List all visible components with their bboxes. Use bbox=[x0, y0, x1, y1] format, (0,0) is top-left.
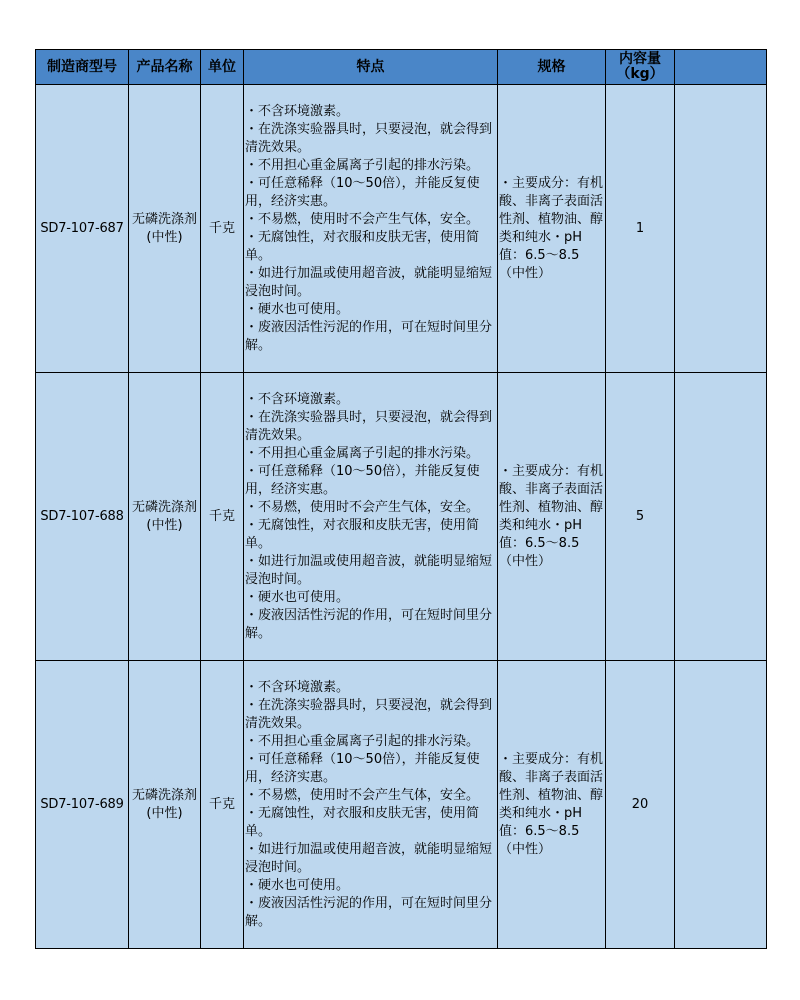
feature-item: ・废液因活性污泥的作用，可在短时间里分解。 bbox=[245, 895, 493, 929]
header-capacity-line2: （kg） bbox=[616, 66, 664, 82]
feature-item: ・如进行加温或使用超音波，就能明显缩短浸泡时间。 bbox=[245, 553, 493, 587]
feature-item: ・在洗涤实验器具时，只要浸泡，就会得到清洗效果。 bbox=[245, 409, 493, 443]
feature-item: ・在洗涤实验器具时，只要浸泡，就会得到清洗效果。 bbox=[245, 121, 493, 155]
feature-item: ・不含环境激素。 bbox=[245, 391, 350, 407]
feature-item: ・不用担心重金属离子引起的排水污染。 bbox=[245, 157, 480, 173]
feature-item: ・废液因活性污泥的作用，可在短时间里分解。 bbox=[245, 319, 493, 353]
feature-item: ・不易燃，使用时不会产生气体，安全。 bbox=[245, 211, 480, 227]
header-features: 特点 bbox=[244, 50, 498, 85]
cell-model: SD7-107-689 bbox=[36, 661, 129, 949]
feature-item: ・无腐蚀性，对衣服和皮肤无害，使用简单。 bbox=[245, 517, 480, 551]
header-name: 产品名称 bbox=[129, 50, 201, 85]
cell-spec: ・主要成分：有机酸、非离子表面活性剂、植物油、醇类和纯水・pH值：6.5～8.5（中性） bbox=[498, 85, 606, 373]
table-row bbox=[36, 85, 767, 373]
feature-item: ・如进行加温或使用超音波，就能明显缩短浸泡时间。 bbox=[245, 841, 493, 875]
cell-unit: 千克 bbox=[201, 373, 244, 661]
cell-capacity: 5 bbox=[606, 373, 675, 661]
feature-item: ・在洗涤实验器具时，只要浸泡，就会得到清洗效果。 bbox=[245, 697, 493, 731]
cell-spec: ・主要成分：有机酸、非离子表面活性剂、植物油、醇类和纯水・pH值：6.5～8.5（中性） bbox=[498, 661, 606, 949]
feature-item: ・不用担心重金属离子引起的排水污染。 bbox=[245, 445, 480, 461]
cell-model: SD7-107-688 bbox=[36, 373, 129, 661]
table-row bbox=[36, 373, 767, 661]
header-unit: 单位 bbox=[201, 50, 244, 85]
product-spec-table bbox=[35, 49, 767, 949]
feature-item: ・可任意稀释（10～50倍），并能反复使用，经济实惠。 bbox=[245, 751, 480, 785]
header-model: 制造商型号 bbox=[36, 50, 129, 85]
header-capacity-line1: 内容量 bbox=[619, 51, 661, 67]
feature-item: ・可任意稀释（10～50倍），并能反复使用，经济实惠。 bbox=[245, 175, 480, 209]
cell-name: 无磷洗涤剂(中性) bbox=[129, 373, 201, 661]
feature-item: ・不含环境激素。 bbox=[245, 679, 350, 695]
cell-features bbox=[244, 85, 498, 373]
feature-item: ・无腐蚀性，对衣服和皮肤无害，使用简单。 bbox=[245, 805, 480, 839]
feature-item: ・硬水也可使用。 bbox=[245, 877, 350, 893]
feature-item: ・无腐蚀性，对衣服和皮肤无害，使用简单。 bbox=[245, 229, 480, 263]
cell-capacity: 1 bbox=[606, 85, 675, 373]
cell-model: SD7-107-687 bbox=[36, 85, 129, 373]
cell-spec: ・主要成分：有机酸、非离子表面活性剂、植物油、醇类和纯水・pH值：6.5～8.5（中性） bbox=[498, 373, 606, 661]
cell-unit: 千克 bbox=[201, 661, 244, 949]
cell-name: 无磷洗涤剂(中性) bbox=[129, 85, 201, 373]
feature-item: ・硬水也可使用。 bbox=[245, 301, 350, 317]
table-row bbox=[36, 661, 767, 949]
cell-name: 无磷洗涤剂(中性) bbox=[129, 661, 201, 949]
feature-item: ・可任意稀释（10～50倍），并能反复使用，经济实惠。 bbox=[245, 463, 480, 497]
cell-capacity: 20 bbox=[606, 661, 675, 949]
feature-item: ・硬水也可使用。 bbox=[245, 589, 350, 605]
cell-features bbox=[244, 373, 498, 661]
header-extra bbox=[675, 50, 767, 85]
header-capacity bbox=[606, 50, 675, 85]
cell-unit: 千克 bbox=[201, 85, 244, 373]
feature-item: ・如进行加温或使用超音波，就能明显缩短浸泡时间。 bbox=[245, 265, 493, 299]
feature-item: ・不用担心重金属离子引起的排水污染。 bbox=[245, 733, 480, 749]
cell-extra bbox=[675, 661, 767, 949]
feature-item: ・不易燃，使用时不会产生气体，安全。 bbox=[245, 499, 480, 515]
header-row bbox=[36, 50, 767, 85]
cell-extra bbox=[675, 85, 767, 373]
feature-item: ・不易燃，使用时不会产生气体，安全。 bbox=[245, 787, 480, 803]
feature-item: ・废液因活性污泥的作用，可在短时间里分解。 bbox=[245, 607, 493, 641]
feature-item: ・不含环境激素。 bbox=[245, 103, 350, 119]
header-spec: 规格 bbox=[498, 50, 606, 85]
cell-features bbox=[244, 661, 498, 949]
cell-extra bbox=[675, 373, 767, 661]
